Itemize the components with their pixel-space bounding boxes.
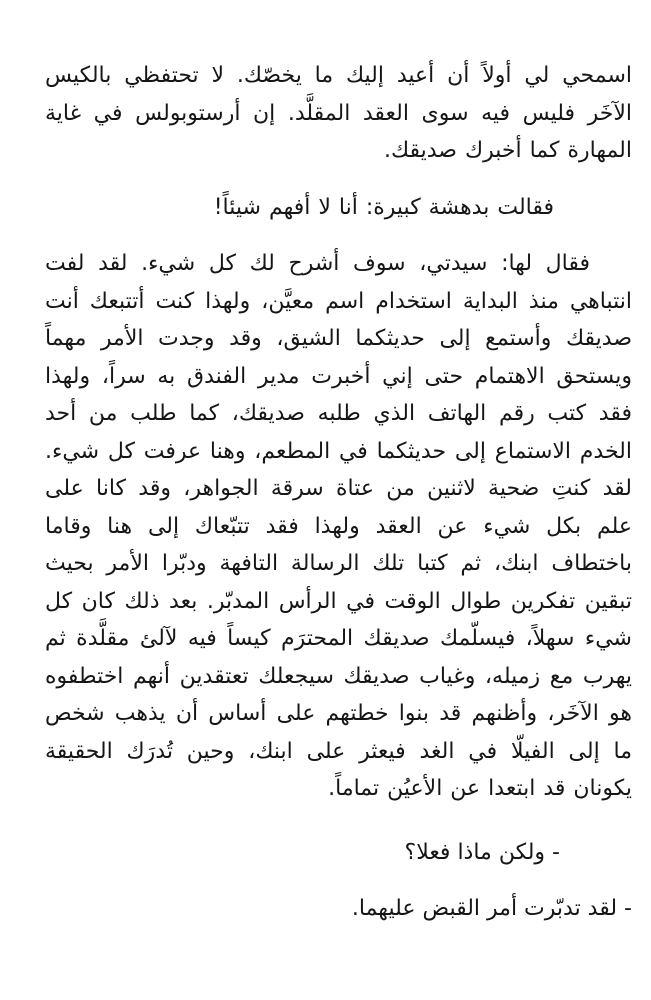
dialogue-line-answer: - لقد تدبّرت أمر القبض عليهما. [351, 896, 632, 921]
dialogue-line-question: - ولكن ماذا فعلا؟ [404, 839, 560, 865]
paragraph-exclamation: فقالت بدهشة كبيرة: أنا لا أفهم شيئاً! [213, 194, 554, 220]
paragraph-explanation: فقال لها: سيدتي، سوف أشرح لك كل شيء. لقد لفت انتباهي منذ البداية استخدام اسم معيَّن، ولهذا كنت أتتبعك أنت صديقك وأستمع إلى حديثكما الشيق، وقد وجدت الأمر مهماً ويستحق الاهتمام حتى إني أخبرت مدير الفندق به سراً، ولهذا فقد كتب رقم الهاتف الذي طلبه صديقك، كما طلب من أحد الخدم الاستماع إلى حديثكما في المطعم، وهنا عرفت كل شيء. لقد كنتِ ضحية لاثنين من عتاة سرقة الجواهر، وقد كانا على علم بكل شيء عن العقد ولهذا فقد تتبّعاك إلى هنا وقاما باختطاف ابنك، ثم كتبا تلك الرسالة التافهة ودبّرا الأمر بحيث تبقين تفكرين طوال الوقت في الرأس المدبّر. بعد ذلك كان كل شيء سهلاً، فيسلّمك صديقك المحترَم كيساً فيه لآلئ مقلَّدة ثم يهرب مع زميله، وغياب صديقك سيجعلك تعتقدين أنهم اختطفوه هو الآخَر، وأظنهم قد بنوا خطتهم على أساس أن يذهب شخص ما إلى الفيلّا في الغد فيعثر على ابنك، وحين تُدرَك الحقيقة يكونان قد ابتعدا عن الأعيُن تماماً. [45, 251, 632, 801]
paragraph-narration-1: اسمحي لي أولاً أن أعيد إليك ما يخصّك. لا تحتفظي بالكيس الآخَر فليس فيه سوى العقد المقلَّد. إن أرستوبولس في غاية المهارة كما أخبرك صديقك. [45, 63, 632, 163]
